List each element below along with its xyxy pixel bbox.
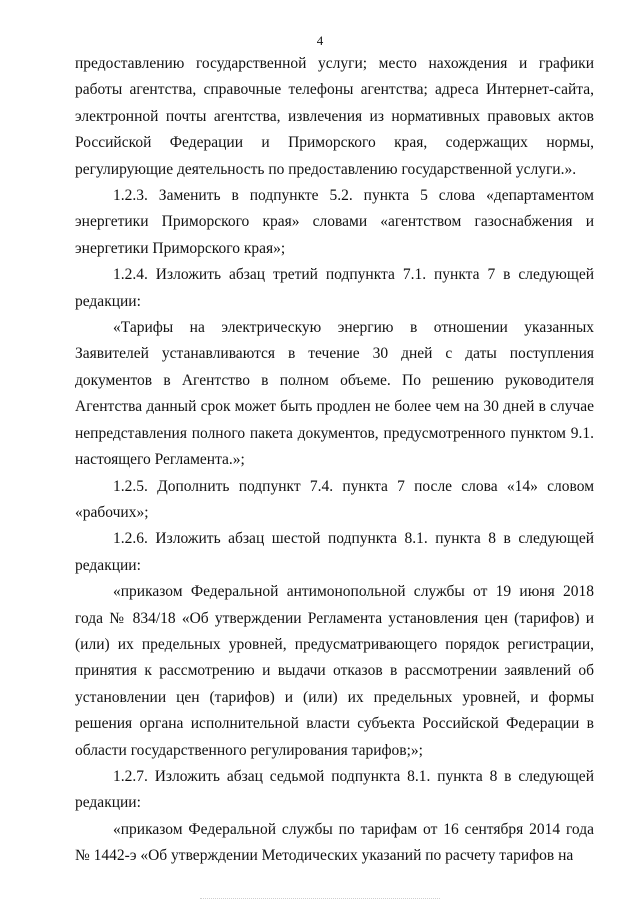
paragraph-quote-tariffs: «Тарифы на электрическую энергию в отношении указанных Заявителей устанавливаются в течение 30 дней с даты поступления документов в Агентство в полном объеме. По решению руководителя Агентства данный срок может быть продлен не более чем на 30 дней в случае непредставления полного пакета документов, предусмотренного пунктом 9.1. настоящего Регламента.»; bbox=[75, 319, 594, 469]
page-number: 4 bbox=[316, 33, 324, 48]
paragraph-1-2-4: 1.2.4. Изложить абзац третий подпункта 7.1. пункта 7 в следующей редакции: bbox=[75, 266, 594, 310]
paragraph-1-2-6: 1.2.6. Изложить абзац шестой подпункта 8.1. пункта 8 в следующей редакции: bbox=[75, 530, 594, 574]
scan-artifact-line bbox=[200, 898, 440, 899]
document-body bbox=[75, 51, 594, 870]
paragraph-1-2-3: 1.2.3. Заменить в подпункте 5.2. пункта 5 слова «департаментом энергетики Приморского края» словами «агентством газоснабжения и энергетики Приморского края»; bbox=[75, 187, 594, 257]
paragraph-quote-fas-order: «приказом Федеральной антимонопольной службы от 19 июня 2018 года № 834/18 «Об утверждении Регламента установления цен (тарифов) и (или) их предельных уровней, предусматривающего порядок регистрации, принятия к рассмотрению и выдачи отказов в рассмотрении заявлений об установлении цен (тарифов) и (или) их предельных уровней, и формы решения органа исполнительной власти субъекта Российской Федерации в области государственного регулирования тарифов;»; bbox=[75, 583, 594, 759]
paragraph-1-2-5: 1.2.5. Дополнить подпункт 7.4. пункта 7 после слова «14» словом «рабочих»; bbox=[75, 477, 594, 521]
paragraph-1-2-7: 1.2.7. Изложить абзац седьмой подпункта 8.1. пункта 8 в следующей редакции: bbox=[75, 767, 594, 812]
paragraph-continuation: предоставлению государственной услуги; место нахождения и графики работы агентства, справочные телефоны агентства; адреса Интернет-сайта, электронной почты агентства, извлечения из нормативных правовых актов Российской Федерации и Приморского края, содержащих нормы, регулирующие деятельность по предоставлению государственной услуги.». bbox=[75, 55, 594, 178]
paragraph-quote-fst-order: «приказом Федеральной службы по тарифам от 16 сентября 2014 года № 1442-э «Об утверждении Методических указаний по расчету тарифов на bbox=[75, 820, 594, 865]
